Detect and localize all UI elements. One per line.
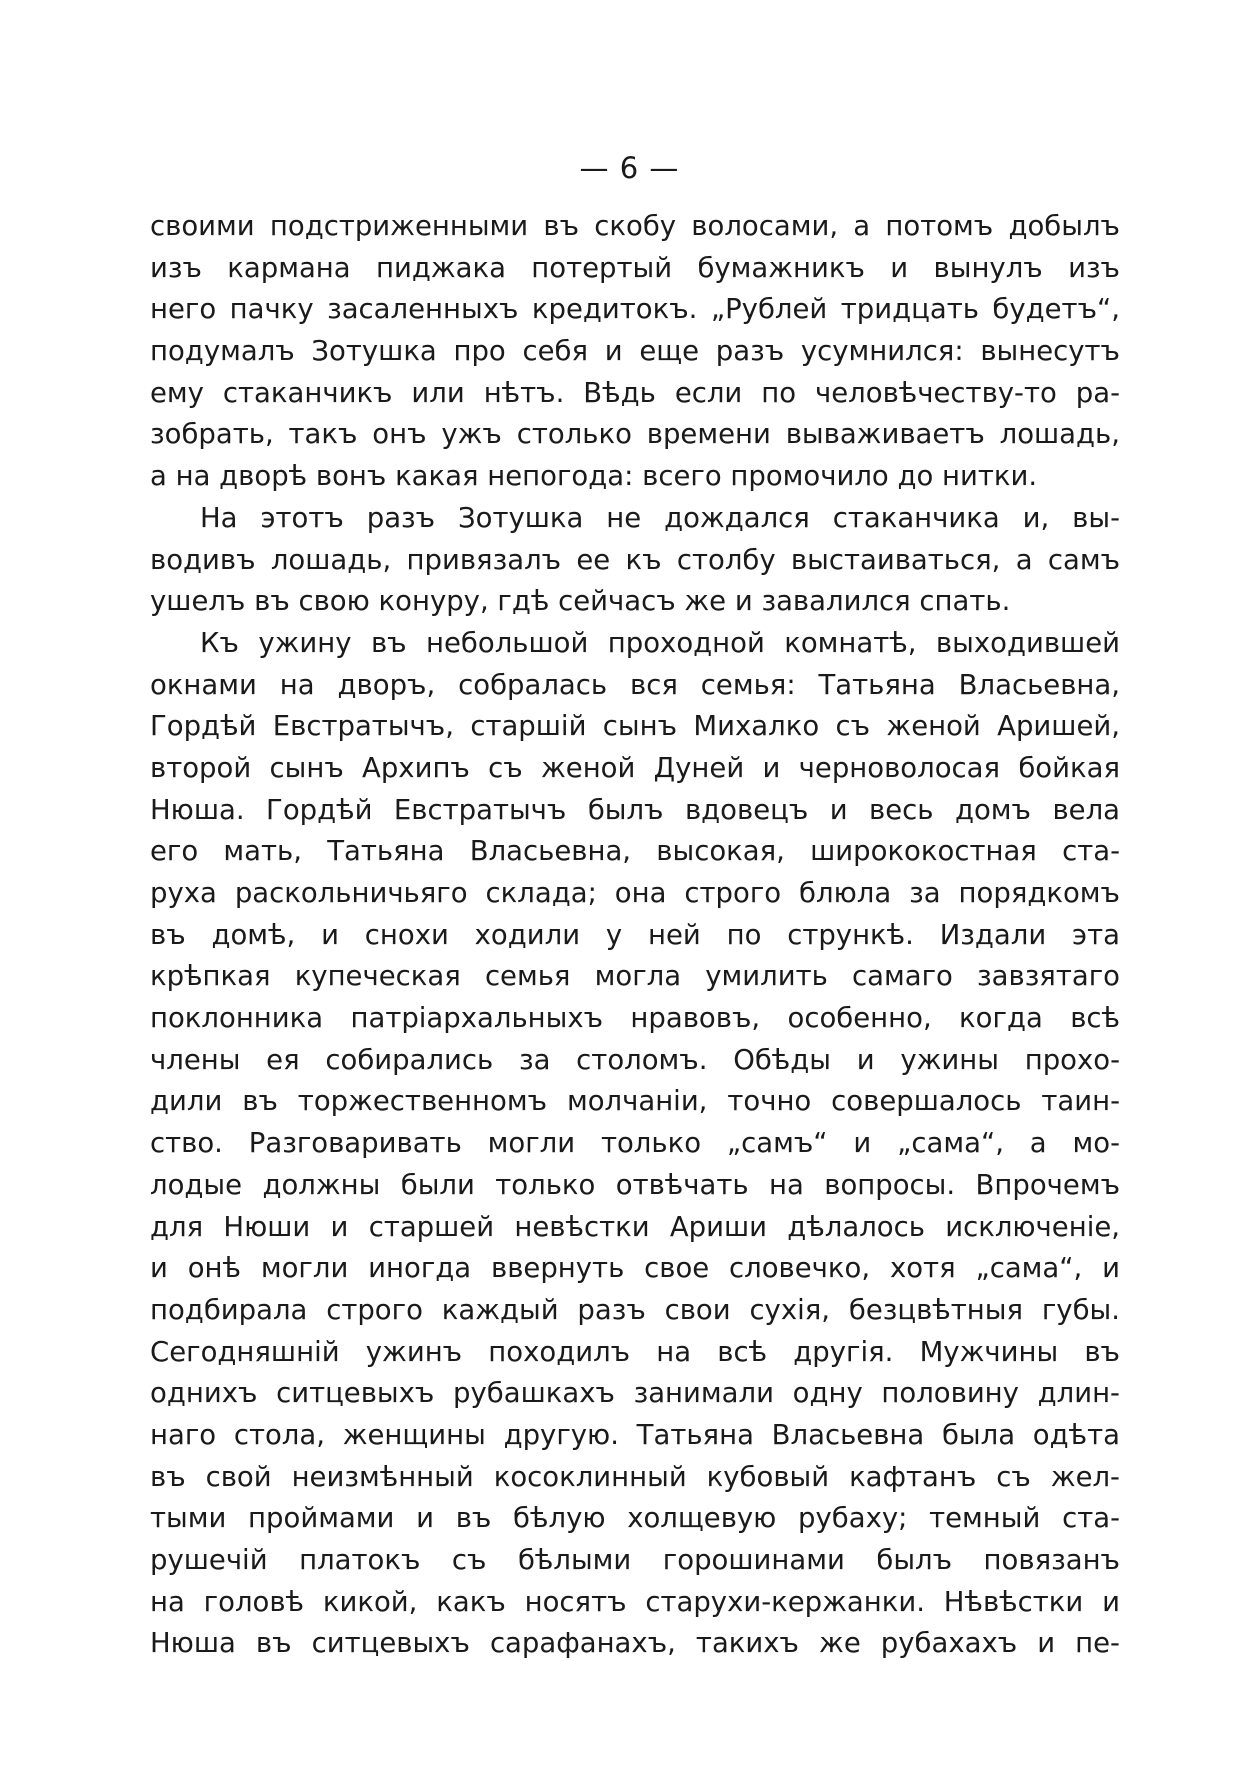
text-line: тыми проймами и въ бѣлую холщевую рубаху; темный ста-: [150, 1502, 1120, 1535]
text-line: дили въ торжественномъ молчаніи, точно совершалось таин-: [150, 1085, 1120, 1118]
text-line: руха раскольничьяго склада; она строго блюла за порядкомъ: [150, 877, 1120, 909]
text-line: однихъ ситцевыхъ рубашкахъ занимали одну половину длин-: [150, 1377, 1120, 1410]
text-line: своими подстриженными въ скобу волосами, а потомъ добылъ: [150, 210, 1120, 242]
text-line: ему стаканчикъ или нѣтъ. Вѣдь если по человѣчеству-то ра-: [150, 376, 1120, 409]
text-line: для Нюши и старшей невѣстки Ариши дѣлалось исключеніе,: [150, 1210, 1120, 1243]
text-line: подбирала строго каждый разъ свои сухія, безцвѣтныя губы.: [150, 1293, 1120, 1326]
body-text: [150, 206, 1120, 1665]
text-line: ушелъ въ свою конуру, гдѣ сейчасъ же и завалился спать.: [150, 585, 1011, 618]
text-line: окнами на дворъ, собралась вся семья: Татьяна Власьевна,: [150, 668, 1120, 701]
text-line: изъ кармана пиджака потертый бумажникъ и вынулъ изъ: [150, 251, 1120, 284]
text-line: члены ея собирались за столомъ. Обѣды и ужины прохо-: [150, 1043, 1120, 1076]
text-line: рушечій платокъ съ бѣлыми горошинами былъ повязанъ: [150, 1544, 1120, 1576]
text-line: второй сынъ Архипъ съ женой Дуней и черноволосая бойкая: [150, 751, 1120, 784]
text-line: крѣпкая купеческая семья могла умилить самаго завзятаго: [150, 960, 1120, 993]
text-line: въ домѣ, и снохи ходили у ней по стрункѣ. Издали эта: [150, 918, 1120, 951]
text-line: на головѣ кикой, какъ носятъ старухи-кержанки. Нѣвѣстки и: [150, 1585, 1120, 1618]
text-line: Къ ужину въ небольшой проходной комнатѣ, выходившей: [200, 626, 1120, 659]
text-line: наго стола, женщины другую. Татьяна Власьевна была одѣта: [150, 1418, 1120, 1451]
text-line: лодые должны были только отвѣчать на вопросы. Впрочемъ: [150, 1168, 1120, 1201]
text-line: зобрать, такъ онъ ужъ столько времени вываживаетъ лошадь,: [150, 418, 1120, 451]
text-line: и онѣ могли иногда ввернуть свое словечко, хотя „сама“, и: [150, 1252, 1120, 1285]
text-line: поклонника патріархальныхъ нравовъ, особенно, когда всѣ: [150, 1002, 1120, 1035]
text-line: ство. Разговаривать могли только „самъ“ и „сама“, а мо-: [150, 1127, 1120, 1160]
text-line: На этотъ разъ Зотушка не дождался стаканчика и, вы-: [200, 501, 1120, 534]
text-line: Сегодняшній ужинъ походилъ на всѣ другія. Мужчины въ: [150, 1335, 1120, 1368]
text-line: его мать, Татьяна Власьевна, высокая, ширококостная ста-: [150, 835, 1120, 868]
text-line: него пачку засаленныхъ кредитокъ. „Рублей тридцать будетъ“,: [150, 293, 1120, 326]
text-line: Нюша въ ситцевыхъ сарафанахъ, такихъ же рубахахъ и пе-: [150, 1627, 1120, 1660]
text-line: а на дворѣ вонъ какая непогода: всего промочило до нитки.: [150, 460, 1038, 493]
text-line: водивъ лошадь, привязалъ ее къ столбу выстаиваться, а самъ: [150, 543, 1120, 576]
text-line: подумалъ Зотушка про себя и еще разъ усумнился: вынесутъ: [150, 335, 1120, 368]
text-line: Гордѣй Евстратычъ, старшій сынъ Михалко съ женой Аришей,: [150, 710, 1120, 743]
page-number: — 6 —: [579, 151, 680, 185]
text-line: въ свой неизмѣнный косоклинный кубовый кафтанъ съ жел-: [150, 1460, 1120, 1493]
text-line: Нюша. Гордѣй Евстратычъ былъ вдовецъ и весь домъ вела: [150, 793, 1120, 826]
